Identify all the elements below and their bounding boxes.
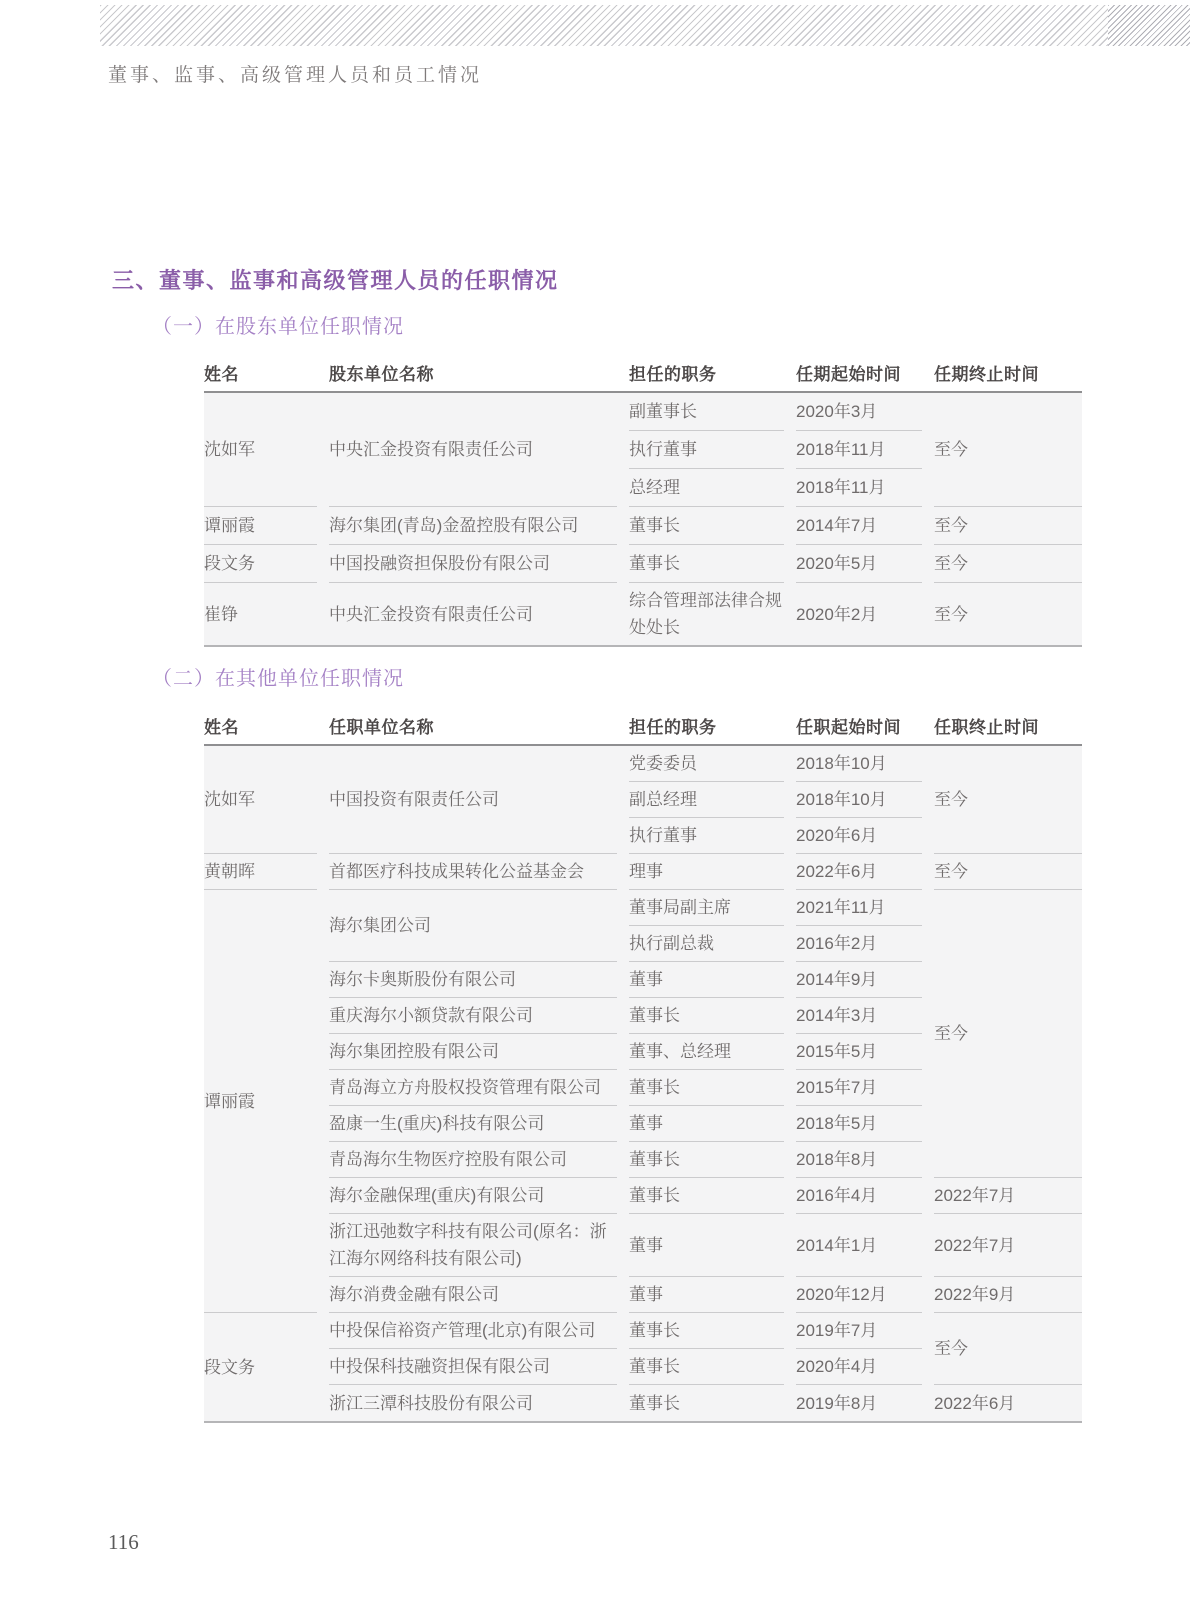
table-cell: 至今 — [934, 507, 1082, 545]
table-cell: 盈康一生(重庆)科技有限公司 — [329, 1106, 617, 1142]
hatch-banner — [100, 5, 1190, 46]
table-cell: 董事长 — [629, 507, 784, 545]
table-cell: 理事 — [629, 854, 784, 890]
table-cell: 中国投资有限责任公司 — [329, 746, 617, 854]
table-cell: 崔铮 — [204, 604, 238, 624]
page-number: 116 — [108, 1530, 139, 1554]
table-cell: 中国投融资担保股份有限公司 — [329, 545, 617, 583]
table-cell: 至今 — [934, 1313, 1082, 1385]
table-cell: 董事长 — [629, 1393, 680, 1413]
table-body — [204, 746, 1082, 1423]
other-unit-positions-table — [204, 706, 1082, 1423]
table-cell: 董事长 — [629, 1142, 784, 1178]
shareholder-positions-table — [204, 353, 1082, 647]
table-cell: 2019年8月 — [796, 1393, 878, 1413]
table-cell: 总经理 — [629, 469, 784, 507]
column-header: 任职单位名称 — [329, 717, 434, 737]
table-cell: 2020年5月 — [796, 545, 922, 583]
table-cell: 2022年9月 — [934, 1277, 1082, 1313]
table-cell: 中投保信裕资产管理(北京)有限公司 — [329, 1313, 617, 1349]
table-cell: 2015年7月 — [796, 1070, 922, 1106]
table-cell: 2020年4月 — [796, 1349, 922, 1385]
table-cell: 董事长 — [629, 1178, 784, 1214]
table-cell: 沈如军 — [204, 393, 317, 507]
subsection-title-other-units: （二）在其他单位任职情况 — [152, 668, 404, 690]
table-cell: 2022年7月 — [934, 1178, 1082, 1214]
table-cell: 重庆海尔小额贷款有限公司 — [329, 998, 617, 1034]
table-cell: 2015年5月 — [796, 1034, 922, 1070]
table-cell: 海尔集团控股有限公司 — [329, 1034, 617, 1070]
table-cell: 董事、总经理 — [629, 1034, 784, 1070]
table-cell: 谭丽霞 — [204, 890, 317, 1313]
table-cell: 海尔卡奥斯股份有限公司 — [329, 962, 617, 998]
table-cell: 段文务 — [204, 545, 317, 583]
table-cell: 2020年2月 — [796, 604, 878, 624]
table-cell: 董事长 — [629, 1313, 784, 1349]
table-cell: 董事局副主席 — [629, 890, 784, 926]
table-cell: 董事 — [629, 1214, 784, 1277]
table-cell: 青岛海立方舟股权投资管理有限公司 — [329, 1070, 617, 1106]
table-cell: 首都医疗科技成果转化公益基金会 — [329, 854, 617, 890]
table-cell: 2020年6月 — [796, 818, 922, 854]
column-header: 姓名 — [204, 364, 239, 384]
table-header-row — [204, 353, 1082, 393]
table-cell: 青岛海尔生物医疗控股有限公司 — [329, 1142, 617, 1178]
table-cell: 段文务 — [204, 1357, 255, 1377]
column-header: 担任的职务 — [629, 364, 717, 384]
table-cell: 中央汇金投资有限责任公司 — [329, 604, 533, 624]
table-cell: 2016年2月 — [796, 926, 922, 962]
table-cell: 2018年11月 — [796, 431, 922, 469]
column-header: 股东单位名称 — [329, 364, 434, 384]
table-cell: 黄朝晖 — [204, 854, 317, 890]
hatch-banner-dense-segment — [1108, 5, 1190, 46]
table-cell: 2014年3月 — [796, 998, 922, 1034]
page-header-title: 董事、监事、高级管理人员和员工情况 — [108, 65, 483, 86]
table-cell: 至今 — [934, 890, 1082, 1178]
table-cell: 海尔金融保理(重庆)有限公司 — [329, 1178, 617, 1214]
table-cell: 2022年6月 — [934, 1393, 1016, 1413]
table-cell: 执行副总裁 — [629, 926, 784, 962]
table-cell: 2019年7月 — [796, 1313, 922, 1349]
table-cell: 海尔消费金融有限公司 — [329, 1277, 617, 1313]
table-cell: 董事长 — [629, 545, 784, 583]
table-cell: 2014年7月 — [796, 507, 922, 545]
table-cell: 董事长 — [629, 1349, 784, 1385]
section-title: 三、董事、监事和高级管理人员的任职情况 — [112, 268, 559, 293]
column-header: 担任的职务 — [629, 717, 717, 737]
table-cell: 至今 — [934, 854, 1082, 890]
table-cell: 2016年4月 — [796, 1178, 922, 1214]
table-cell: 董事 — [629, 1277, 784, 1313]
table-cell: 2014年9月 — [796, 962, 922, 998]
table-cell: 2020年12月 — [796, 1277, 922, 1313]
table-cell: 2022年6月 — [796, 854, 922, 890]
table-cell: 沈如军 — [204, 746, 317, 854]
subsection-title-shareholder: （一）在股东单位任职情况 — [152, 316, 404, 338]
table-cell: 2018年11月 — [796, 469, 922, 507]
table-cell: 副总经理 — [629, 782, 784, 818]
table-cell: 董事 — [629, 962, 784, 998]
table-cell: 董事长 — [629, 998, 784, 1034]
table-cell: 党委委员 — [629, 746, 784, 782]
table-cell: 谭丽霞 — [204, 507, 317, 545]
table-cell: 副董事长 — [629, 393, 784, 431]
table-cell: 董事长 — [629, 1070, 784, 1106]
table-cell: 浙江迅弛数字科技有限公司(原名：浙江海尔网络科技有限公司) — [329, 1214, 617, 1277]
column-header: 任期起始时间 — [796, 364, 901, 384]
column-header: 任期终止时间 — [934, 364, 1039, 384]
table-cell: 至今 — [934, 604, 968, 624]
table-cell: 2022年7月 — [934, 1214, 1082, 1277]
column-header: 任职终止时间 — [934, 717, 1039, 737]
table-cell: 海尔集团(青岛)金盈控股有限公司 — [329, 507, 617, 545]
table-cell: 海尔集团公司 — [329, 890, 617, 962]
table-cell: 中投保科技融资担保有限公司 — [329, 1349, 617, 1385]
table-cell: 至今 — [934, 746, 1082, 854]
table-cell: 至今 — [934, 545, 1082, 583]
table-cell: 2018年5月 — [796, 1106, 922, 1142]
table-cell: 2014年1月 — [796, 1214, 922, 1277]
column-header: 姓名 — [204, 717, 239, 737]
table-cell: 执行董事 — [629, 818, 784, 854]
table-body — [204, 393, 1082, 647]
table-cell: 综合管理部法律合规处处长 — [629, 591, 782, 637]
table-header-row — [204, 706, 1082, 746]
table-cell: 2021年11月 — [796, 890, 922, 926]
table-cell: 中央汇金投资有限责任公司 — [329, 393, 617, 507]
table-cell: 2018年10月 — [796, 782, 922, 818]
column-header: 任职起始时间 — [796, 717, 901, 737]
table-cell: 至今 — [934, 393, 1082, 507]
table-cell: 2018年10月 — [796, 746, 922, 782]
table-cell: 2020年3月 — [796, 393, 922, 431]
table-cell: 执行董事 — [629, 431, 784, 469]
table-cell: 2018年8月 — [796, 1142, 922, 1178]
table-cell: 浙江三潭科技股份有限公司 — [329, 1393, 533, 1413]
table-cell: 董事 — [629, 1106, 784, 1142]
